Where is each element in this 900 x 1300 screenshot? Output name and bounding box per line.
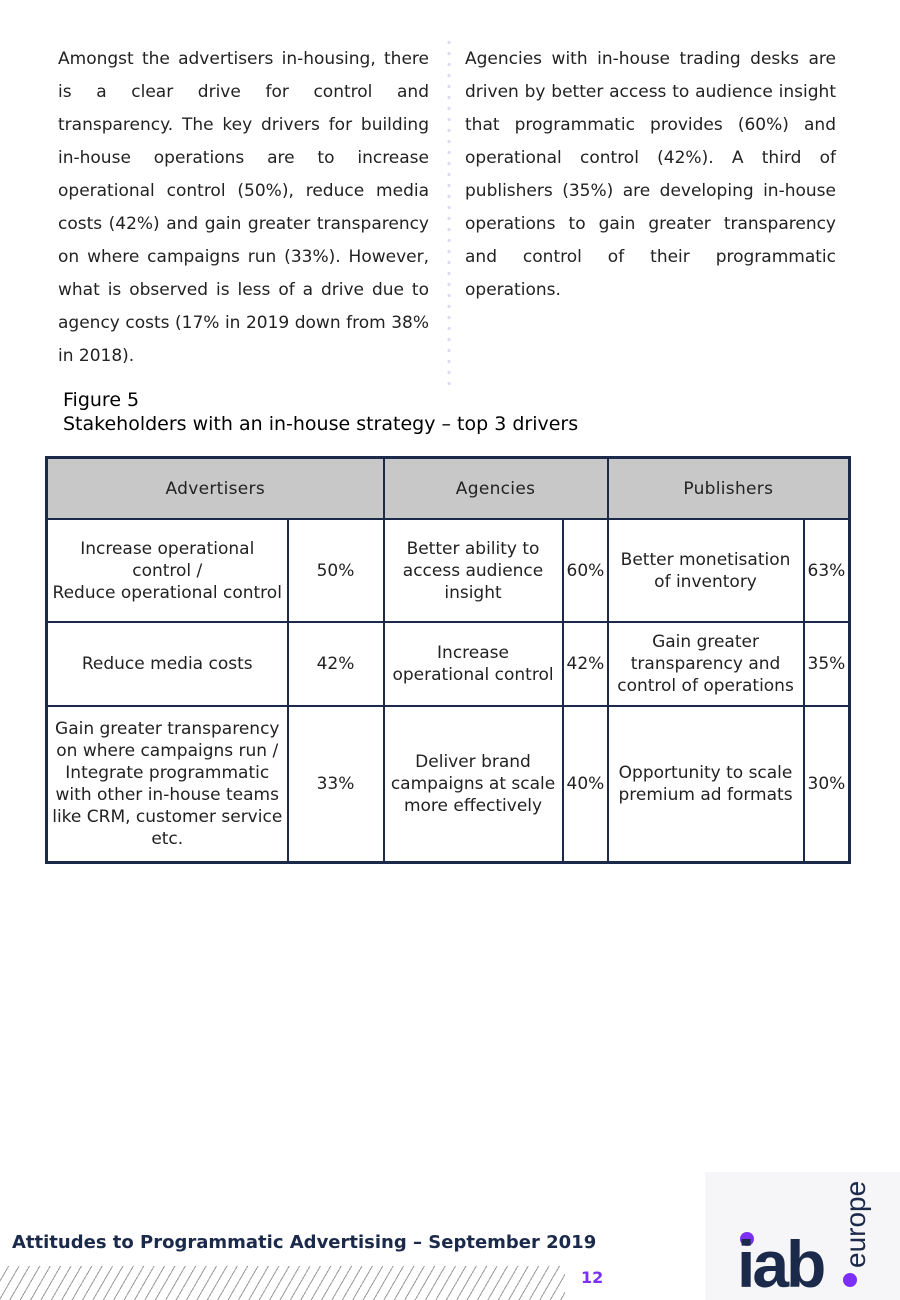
header-advertisers: Advertisers [47, 458, 384, 520]
advertiser-pct-cell: 33% [288, 706, 384, 863]
agency-pct-cell: 40% [563, 706, 608, 863]
publisher-driver-cell: Opportunity to scale premium ad formats [608, 706, 804, 863]
footer-stripe-pattern [0, 1266, 565, 1300]
agency-driver-cell: Deliver brand campaigns at scale more effectively [384, 706, 563, 863]
header-agencies: Agencies [384, 458, 608, 520]
agency-driver-cell: Increase operational control [384, 622, 563, 706]
publisher-driver-cell: Gain greater transparency and control of operations [608, 622, 804, 706]
body-paragraph-left: Amongst the advertisers in-housing, there is a clear drive for control and transparency. The key drivers for building in-house operations are to increase operational control (50%), reduce media costs (42%) and gain greater transparency on where campaigns run (33%). However, what is observed is less of a drive due to agency costs (17% in 2019 down from 38% in 2018). [58, 49, 429, 366]
logo-iab-text: iab [737, 1227, 824, 1292]
agency-pct-cell: 60% [563, 519, 608, 622]
page-number: 12 [581, 1268, 604, 1287]
publisher-pct-cell: 30% [804, 706, 850, 863]
drivers-table [45, 456, 851, 864]
footer-report-title: Attitudes to Programmatic Advertising – September 2019 [12, 1232, 597, 1253]
column-divider [447, 37, 451, 387]
header-publishers: Publishers [608, 458, 850, 520]
figure-heading [63, 388, 578, 436]
agency-driver-cell: Better ability to access audience insight [384, 519, 563, 622]
logo-purple-dot-2 [843, 1273, 857, 1287]
publisher-driver-cell: Better monetisation of inventory [608, 519, 804, 622]
advertiser-driver-cell: Gain greater transparency on where campaigns run / Integrate programmatic with other in-house teams like CRM, customer service etc. [47, 706, 288, 863]
advertiser-driver-cell: Increase operational control / Reduce operational control [47, 519, 288, 622]
table-row [47, 519, 850, 622]
agency-pct-cell: 42% [563, 622, 608, 706]
advertiser-pct-cell: 42% [288, 622, 384, 706]
publisher-pct-cell: 35% [804, 622, 850, 706]
advertiser-driver-cell: Reduce media costs [47, 622, 288, 706]
table-row [47, 706, 850, 863]
figure-label: Figure 5 [63, 389, 140, 411]
table-header-row [47, 458, 850, 520]
logo-europe-text: europe [840, 1180, 871, 1268]
publisher-pct-cell: 63% [804, 519, 850, 622]
iab-europe-logo [735, 1180, 875, 1292]
body-paragraph-right: Agencies with in-house trading desks are driven by better access to audience insight that programmatic provides (60%) and operational control (42%). A third of publishers (35%) are developing in-house operations to gain greater transparency and control of their programmatic operations. [465, 49, 836, 300]
table-row [47, 622, 850, 706]
advertiser-pct-cell: 50% [288, 519, 384, 622]
figure-title: Stakeholders with an in-house strategy – top 3 drivers [63, 413, 579, 435]
